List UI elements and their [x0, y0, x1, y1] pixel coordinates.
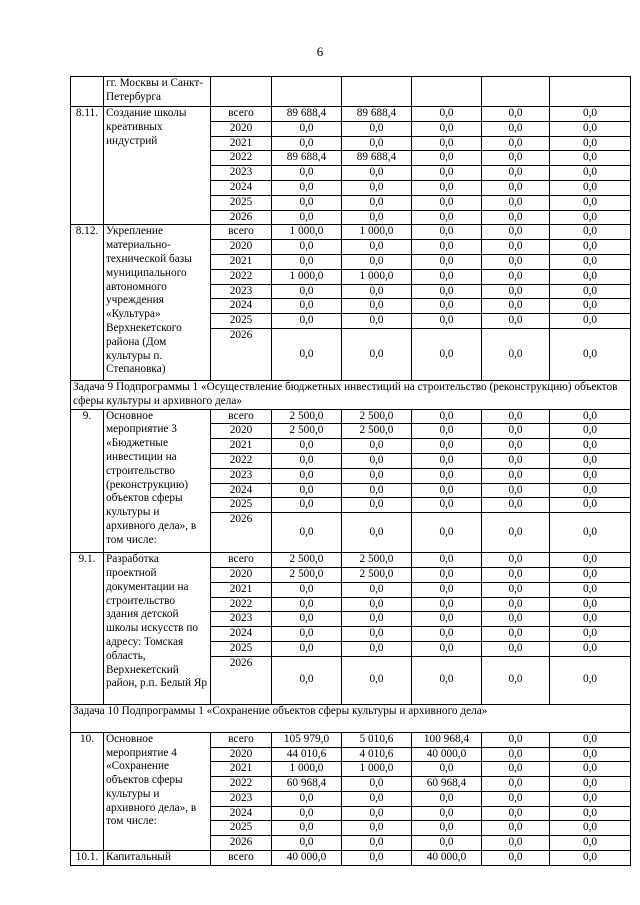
value-cell: 0,0 [342, 627, 412, 642]
empty-cell [412, 77, 482, 107]
value-cell: 0,0 [550, 762, 631, 777]
value-cell: 0,0 [412, 284, 482, 299]
value-cell: 0,0 [550, 747, 631, 762]
value-cell: 0,0 [482, 582, 550, 597]
value-cell: 0,0 [412, 439, 482, 454]
value-cell: 0,0 [412, 821, 482, 836]
value-cell: 0,0 [272, 597, 342, 612]
budget-table [70, 76, 631, 866]
value-cell: 0,0 [550, 254, 631, 269]
value-cell: 0,0 [342, 240, 412, 255]
value-cell: 0,0 [550, 513, 631, 553]
value-cell: 0,0 [412, 195, 482, 210]
value-cell: 0,0 [412, 314, 482, 329]
item-name: Основное мероприятие 3 «Бюджетные инвестиции на строительство (реконструкцию) объектов сферы культуры и архивного дела», в том числе: [104, 409, 211, 553]
year-cell: 2024 [211, 483, 272, 498]
task-heading-row [71, 380, 631, 409]
value-cell: 0,0 [550, 836, 631, 851]
value-cell: 0,0 [272, 166, 342, 181]
value-cell: 1 000,0 [342, 762, 412, 777]
value-cell: 0,0 [412, 641, 482, 656]
value-cell: 0,0 [342, 821, 412, 836]
value-cell: 0,0 [342, 180, 412, 195]
value-cell: 0,0 [550, 851, 631, 866]
year-cell: всего [211, 107, 272, 122]
value-cell: 0,0 [412, 627, 482, 642]
value-cell: 1 000,0 [272, 225, 342, 240]
value-cell: 40 000,0 [412, 747, 482, 762]
value-cell: 89 688,4 [272, 107, 342, 122]
year-cell: всего [211, 553, 272, 568]
value-cell: 0,0 [550, 468, 631, 483]
value-cell: 0,0 [482, 269, 550, 284]
value-cell: 0,0 [342, 597, 412, 612]
value-cell: 0,0 [272, 136, 342, 151]
value-cell: 0,0 [482, 597, 550, 612]
value-cell: 0,0 [342, 791, 412, 806]
value-cell: 0,0 [550, 151, 631, 166]
year-cell: 2022 [211, 269, 272, 284]
item-number-cell [71, 77, 104, 107]
value-cell: 0,0 [342, 656, 412, 704]
value-cell: 0,0 [550, 166, 631, 181]
value-cell: 0,0 [482, 166, 550, 181]
value-cell: 0,0 [482, 777, 550, 792]
value-cell: 0,0 [482, 409, 550, 424]
value-cell: 0,0 [550, 269, 631, 284]
value-cell: 100 968,4 [412, 732, 482, 747]
value-cell: 0,0 [482, 612, 550, 627]
value-cell: 0,0 [272, 836, 342, 851]
value-cell: 0,0 [550, 180, 631, 195]
value-cell: 0,0 [550, 284, 631, 299]
value-cell: 0,0 [272, 641, 342, 656]
value-cell: 0,0 [482, 424, 550, 439]
value-cell: 0,0 [412, 424, 482, 439]
value-cell: 0,0 [342, 468, 412, 483]
value-cell: 0,0 [550, 314, 631, 329]
value-cell: 0,0 [412, 299, 482, 314]
value-cell: 0,0 [482, 254, 550, 269]
table-row [71, 409, 631, 424]
value-cell: 0,0 [412, 513, 482, 553]
value-cell: 0,0 [550, 409, 631, 424]
value-cell: 0,0 [482, 806, 550, 821]
value-cell: 0,0 [482, 762, 550, 777]
value-cell: 0,0 [272, 254, 342, 269]
value-cell: 40 000,0 [412, 851, 482, 866]
value-cell: 0,0 [482, 656, 550, 704]
year-cell: 2021 [211, 582, 272, 597]
table-row [71, 225, 631, 240]
value-cell: 0,0 [482, 240, 550, 255]
table-row [71, 107, 631, 122]
value-cell: 0,0 [342, 195, 412, 210]
year-cell: 2022 [211, 597, 272, 612]
year-cell: всего [211, 732, 272, 747]
value-cell: 0,0 [342, 498, 412, 513]
value-cell: 0,0 [412, 483, 482, 498]
value-cell: 2 500,0 [342, 567, 412, 582]
value-cell: 0,0 [412, 107, 482, 122]
item-number: 8.11. [71, 107, 104, 225]
value-cell: 0,0 [412, 240, 482, 255]
value-cell: 0,0 [272, 121, 342, 136]
value-cell: 5 010,6 [342, 732, 412, 747]
value-cell: 0,0 [550, 612, 631, 627]
item-name: Основное мероприятие 4 «Сохранение объектов сферы культуры и архивного дела», в том числе: [104, 732, 211, 850]
year-cell: 2023 [211, 612, 272, 627]
table-row [71, 732, 631, 747]
value-cell: 0,0 [272, 195, 342, 210]
value-cell: 0,0 [412, 567, 482, 582]
value-cell: 40 000,0 [272, 851, 342, 866]
year-cell: всего [211, 409, 272, 424]
value-cell: 0,0 [550, 582, 631, 597]
value-cell: 0,0 [272, 612, 342, 627]
value-cell: 0,0 [550, 806, 631, 821]
year-cell: 2023 [211, 468, 272, 483]
value-cell: 89 688,4 [342, 151, 412, 166]
value-cell: 0,0 [482, 284, 550, 299]
value-cell: 0,0 [342, 328, 412, 380]
year-cell: 2025 [211, 641, 272, 656]
value-cell: 0,0 [272, 284, 342, 299]
value-cell: 0,0 [550, 453, 631, 468]
item-number: 9. [71, 409, 104, 553]
value-cell: 0,0 [550, 299, 631, 314]
item-name: Создание школы креативных индустрий [104, 107, 211, 225]
value-cell: 0,0 [272, 582, 342, 597]
value-cell: 0,0 [412, 328, 482, 380]
value-cell: 0,0 [342, 121, 412, 136]
year-cell: 2020 [211, 240, 272, 255]
empty-cell [272, 77, 342, 107]
value-cell: 0,0 [412, 597, 482, 612]
value-cell: 4 010,6 [342, 747, 412, 762]
empty-cell [342, 77, 412, 107]
value-cell: 0,0 [482, 299, 550, 314]
value-cell: 0,0 [550, 439, 631, 454]
page-number: 6 [316, 44, 324, 59]
value-cell: 2 500,0 [272, 567, 342, 582]
year-cell: всего [211, 851, 272, 866]
year-cell: 2026 [211, 513, 272, 553]
item-number: 9.1. [71, 553, 104, 705]
year-cell: 2023 [211, 284, 272, 299]
year-cell: всего [211, 225, 272, 240]
value-cell: 0,0 [482, 180, 550, 195]
value-cell: 0,0 [482, 553, 550, 568]
value-cell: 0,0 [550, 210, 631, 225]
value-cell: 2 500,0 [272, 424, 342, 439]
value-cell: 89 688,4 [272, 151, 342, 166]
value-cell: 0,0 [482, 732, 550, 747]
value-cell: 1 000,0 [272, 269, 342, 284]
value-cell: 1 000,0 [342, 269, 412, 284]
value-cell: 0,0 [342, 641, 412, 656]
value-cell: 0,0 [482, 210, 550, 225]
year-cell: 2021 [211, 439, 272, 454]
value-cell: 0,0 [412, 656, 482, 704]
value-cell: 0,0 [272, 468, 342, 483]
value-cell: 0,0 [412, 836, 482, 851]
value-cell: 0,0 [342, 836, 412, 851]
item-number: 10. [71, 732, 104, 850]
empty-cell [482, 77, 550, 107]
value-cell: 0,0 [412, 254, 482, 269]
year-cell: 2025 [211, 314, 272, 329]
value-cell: 0,0 [342, 166, 412, 181]
value-cell: 0,0 [482, 136, 550, 151]
value-cell: 0,0 [342, 777, 412, 792]
year-cell: 2020 [211, 747, 272, 762]
value-cell: 0,0 [272, 453, 342, 468]
value-cell: 0,0 [550, 136, 631, 151]
task-heading: Задача 10 Подпрограммы 1 «Сохранение объектов сферы культуры и архивного дела» [71, 704, 631, 732]
value-cell: 0,0 [482, 328, 550, 380]
value-cell: 0,0 [482, 195, 550, 210]
value-cell: 0,0 [550, 195, 631, 210]
value-cell: 0,0 [482, 151, 550, 166]
item-name: Укрепление материально-технической базы муниципального автономного учреждения «Культура» Верхнекетского района (Дом культуры п. Степановка) [104, 225, 211, 381]
item-name: Разработка проектной документации на строительство здания детской школы искусств по адресу: Томская область, Верхнекетский район, р.п. Белый Яр [104, 553, 211, 705]
value-cell: 0,0 [272, 627, 342, 642]
value-cell: 0,0 [550, 597, 631, 612]
value-cell: 0,0 [550, 732, 631, 747]
value-cell: 0,0 [342, 136, 412, 151]
value-cell: 0,0 [412, 210, 482, 225]
value-cell: 0,0 [482, 498, 550, 513]
year-cell: 2020 [211, 121, 272, 136]
value-cell: 0,0 [412, 612, 482, 627]
year-cell: 2024 [211, 180, 272, 195]
value-cell: 0,0 [550, 627, 631, 642]
value-cell: 0,0 [482, 225, 550, 240]
value-cell: 0,0 [482, 836, 550, 851]
value-cell: 0,0 [482, 453, 550, 468]
task-heading-row [71, 704, 631, 732]
value-cell: 60 968,4 [412, 777, 482, 792]
year-cell: 2024 [211, 806, 272, 821]
item-name: Капитальный [104, 851, 211, 866]
year-cell: 2022 [211, 151, 272, 166]
year-cell: 2023 [211, 791, 272, 806]
value-cell: 0,0 [412, 409, 482, 424]
year-cell: 2021 [211, 254, 272, 269]
value-cell: 0,0 [272, 180, 342, 195]
value-cell: 0,0 [550, 777, 631, 792]
value-cell: 0,0 [550, 328, 631, 380]
value-cell: 0,0 [272, 513, 342, 553]
value-cell: 0,0 [342, 299, 412, 314]
value-cell: 0,0 [272, 328, 342, 380]
value-cell: 0,0 [482, 627, 550, 642]
year-cell: 2021 [211, 762, 272, 777]
year-cell: 2023 [211, 166, 272, 181]
value-cell: 0,0 [412, 166, 482, 181]
year-cell: 2020 [211, 424, 272, 439]
value-cell: 0,0 [550, 656, 631, 704]
value-cell: 0,0 [482, 107, 550, 122]
value-cell: 0,0 [550, 553, 631, 568]
value-cell: 0,0 [412, 468, 482, 483]
value-cell: 0,0 [550, 483, 631, 498]
value-cell: 2 500,0 [272, 409, 342, 424]
year-cell: 2022 [211, 453, 272, 468]
year-cell: 2026 [211, 836, 272, 851]
value-cell: 0,0 [550, 121, 631, 136]
value-cell: 0,0 [342, 582, 412, 597]
value-cell: 0,0 [412, 121, 482, 136]
value-cell: 44 010,6 [272, 747, 342, 762]
value-cell: 0,0 [342, 453, 412, 468]
value-cell: 0,0 [482, 439, 550, 454]
year-cell: 2026 [211, 210, 272, 225]
value-cell: 0,0 [482, 821, 550, 836]
value-cell: 2 500,0 [272, 553, 342, 568]
year-cell: 2021 [211, 136, 272, 151]
value-cell: 0,0 [272, 439, 342, 454]
value-cell: 0,0 [272, 656, 342, 704]
value-cell: 0,0 [482, 747, 550, 762]
value-cell: 0,0 [412, 498, 482, 513]
value-cell: 0,0 [412, 762, 482, 777]
value-cell: 0,0 [412, 553, 482, 568]
value-cell: 0,0 [550, 567, 631, 582]
value-cell: 89 688,4 [342, 107, 412, 122]
year-cell: 2025 [211, 498, 272, 513]
value-cell: 0,0 [272, 299, 342, 314]
value-cell: 0,0 [342, 483, 412, 498]
value-cell: 0,0 [482, 468, 550, 483]
value-cell: 2 500,0 [342, 409, 412, 424]
value-cell: 0,0 [482, 641, 550, 656]
value-cell: 0,0 [272, 498, 342, 513]
value-cell: 0,0 [482, 791, 550, 806]
value-cell: 0,0 [550, 791, 631, 806]
year-cell: 2025 [211, 821, 272, 836]
value-cell: 0,0 [412, 136, 482, 151]
value-cell: 0,0 [272, 240, 342, 255]
empty-cell [550, 77, 631, 107]
value-cell: 105 979,0 [272, 732, 342, 747]
value-cell: 0,0 [550, 498, 631, 513]
value-cell: 0,0 [342, 851, 412, 866]
value-cell: 0,0 [550, 641, 631, 656]
year-cell: 2026 [211, 328, 272, 380]
value-cell: 0,0 [412, 225, 482, 240]
value-cell: 0,0 [550, 225, 631, 240]
value-cell: 0,0 [412, 269, 482, 284]
value-cell: 0,0 [342, 806, 412, 821]
year-cell: 2025 [211, 195, 272, 210]
value-cell: 0,0 [482, 567, 550, 582]
value-cell: 0,0 [550, 424, 631, 439]
value-cell: 0,0 [272, 791, 342, 806]
table-row [71, 553, 631, 568]
value-cell: 0,0 [272, 821, 342, 836]
value-cell: 0,0 [272, 314, 342, 329]
item-name: гг. Москвы и Санкт-Петербурга [104, 77, 211, 107]
year-cell: 2024 [211, 627, 272, 642]
value-cell: 60 968,4 [272, 777, 342, 792]
value-cell: 0,0 [482, 121, 550, 136]
table-row [71, 851, 631, 866]
value-cell: 0,0 [482, 314, 550, 329]
value-cell: 1 000,0 [272, 762, 342, 777]
value-cell: 0,0 [412, 151, 482, 166]
year-cell: 2026 [211, 656, 272, 704]
task-heading: Задача 9 Подпрограммы 1 «Осуществление бюджетных инвестиций на строительство (реконструкцию) объектов сферы культуры и архивного дела» [71, 380, 631, 409]
value-cell: 2 500,0 [342, 553, 412, 568]
value-cell: 0,0 [412, 806, 482, 821]
value-cell: 0,0 [412, 453, 482, 468]
year-cell: 2022 [211, 777, 272, 792]
value-cell: 0,0 [550, 107, 631, 122]
year-cell: 2024 [211, 299, 272, 314]
value-cell: 0,0 [482, 513, 550, 553]
value-cell: 0,0 [342, 210, 412, 225]
year-cell: 2020 [211, 567, 272, 582]
value-cell: 0,0 [412, 582, 482, 597]
value-cell: 0,0 [412, 791, 482, 806]
value-cell: 0,0 [342, 314, 412, 329]
value-cell: 0,0 [272, 483, 342, 498]
value-cell: 0,0 [342, 284, 412, 299]
item-number: 8.12. [71, 225, 104, 381]
value-cell: 2 500,0 [342, 424, 412, 439]
value-cell: 0,0 [272, 806, 342, 821]
value-cell: 0,0 [272, 210, 342, 225]
table-row [71, 77, 631, 107]
value-cell: 0,0 [342, 254, 412, 269]
value-cell: 0,0 [550, 240, 631, 255]
value-cell: 0,0 [342, 513, 412, 553]
value-cell: 0,0 [342, 612, 412, 627]
value-cell: 0,0 [482, 483, 550, 498]
value-cell: 0,0 [482, 851, 550, 866]
value-cell: 0,0 [550, 821, 631, 836]
value-cell: 0,0 [342, 439, 412, 454]
empty-cell [211, 77, 272, 107]
item-number: 10.1. [71, 851, 104, 866]
value-cell: 0,0 [412, 180, 482, 195]
value-cell: 1 000,0 [342, 225, 412, 240]
